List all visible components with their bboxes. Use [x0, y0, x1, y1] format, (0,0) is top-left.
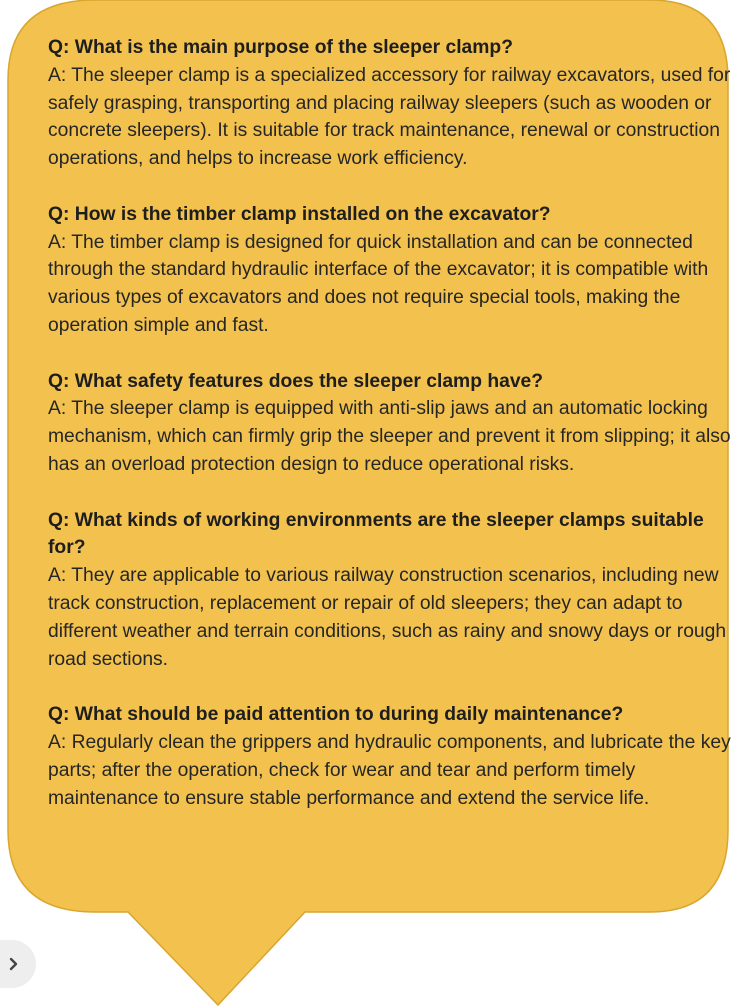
chevron-right-icon: [6, 956, 22, 972]
faq-question: Q: How is the timber clamp installed on the excavator?: [48, 203, 551, 225]
faq-item-maintenance: [48, 701, 738, 812]
faq-item-installation: [48, 201, 738, 340]
faq-answer: A: The timber clamp is designed for quick installation and can be connected through the standard hydraulic interface of the excavator; it is compatible with various types of excavators and does not require special tools, making the operation simple and fast.: [48, 231, 709, 336]
faq-answer: A: The sleeper clamp is a specialized accessory for railway excavators, used for safely grasping, transporting and placing railway sleepers (such as wooden or concrete sleepers). It is suitable for track maintenance, renewal or construction operations, and helps to increase work efficiency.: [48, 64, 731, 170]
faq-list: [48, 34, 738, 840]
faq-item-purpose: [48, 34, 738, 173]
faq-answer: A: The sleeper clamp is equipped with anti-slip jaws and an automatic locking mechanism, which can firmly grip the sleeper and prevent it from slipping; it also has an overload protection design to reduce operational risks.: [48, 398, 731, 475]
faq-question: Q: What kinds of working environments are the sleeper clamps suitable for?: [48, 509, 704, 559]
faq-answer: A: They are applicable to various railway construction scenarios, including new track construction, replacement or repair of old sleepers; they can adapt to different weather and terrain conditions, such as rainy and snowy days or rough road sections.: [48, 565, 727, 670]
faq-question: Q: What should be paid attention to during daily maintenance?: [48, 704, 624, 726]
faq-answer: A: Regularly clean the grippers and hydraulic components, and lubricate the key parts; after the operation, check for wear and tear and perform timely maintenance to ensure stable performance and extend the service life.: [48, 731, 731, 809]
faq-item-environments: [48, 507, 738, 674]
faq-item-safety: [48, 368, 738, 479]
faq-question: Q: What safety features does the sleeper clamp have?: [48, 370, 544, 392]
faq-question: Q: What is the main purpose of the sleeper clamp?: [48, 37, 513, 58]
